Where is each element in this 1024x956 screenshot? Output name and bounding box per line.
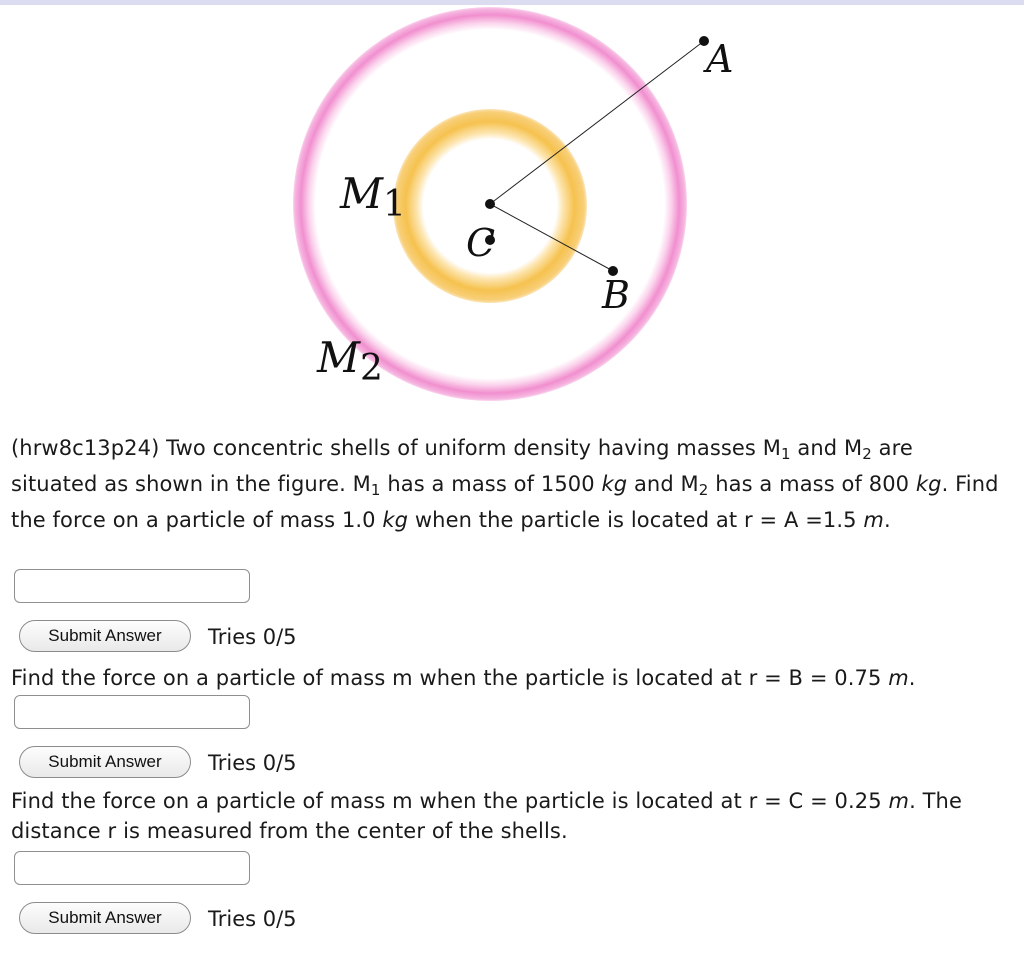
m1-letter: M <box>340 169 384 218</box>
submit-answer-button-2[interactable]: Submit Answer <box>19 746 191 778</box>
subscript: 2 <box>862 445 872 463</box>
unit: m <box>863 508 884 532</box>
text-span: . <box>908 666 916 690</box>
subscript: 2 <box>698 481 709 499</box>
m2-subscript: 2 <box>360 348 383 389</box>
text-span: and M <box>790 436 863 460</box>
concentric-shells-figure <box>0 0 1024 410</box>
text-span: has a mass of 800 <box>708 472 916 496</box>
text-span: are situated as shown in the figure. M <box>11 436 913 496</box>
point-c-label: C <box>466 221 496 265</box>
problem-part-3-text <box>11 786 1001 846</box>
submit-answer-button-3[interactable]: Submit Answer <box>19 902 191 934</box>
text-span: . Find the force on a particle of mass 1.0 <box>11 472 999 532</box>
unit: kg <box>382 508 409 532</box>
figure-canvas <box>0 0 1024 410</box>
text-span: (hrw8c13p24) Two concentric shells of uniform density having masses M <box>11 436 781 460</box>
text-span: has a mass of 1500 <box>380 472 602 496</box>
answer-input-3[interactable] <box>14 851 250 885</box>
text-span: and M <box>627 472 699 496</box>
unit: m <box>888 789 910 813</box>
text-span: . <box>883 508 891 532</box>
answer-input-1[interactable] <box>14 569 250 603</box>
subscript: 1 <box>370 481 381 499</box>
unit: kg <box>915 472 942 496</box>
text-span: when the particle is located at r = A =1.5 <box>408 508 864 532</box>
center-point <box>485 199 495 209</box>
submit-answer-button-1[interactable]: Submit Answer <box>19 620 191 652</box>
problem-part-2-text <box>11 660 1001 696</box>
problem-part-1-text <box>11 430 1001 538</box>
text-span: Find the force on a particle of mass m when the particle is located at r = B = 0.75 <box>11 666 889 690</box>
point-b-label: B <box>602 273 630 317</box>
tries-counter-1: Tries 0/5 <box>208 625 297 649</box>
tries-counter-3: Tries 0/5 <box>208 907 297 931</box>
subscript: 1 <box>780 445 791 463</box>
unit: m <box>888 666 909 690</box>
unit: kg <box>601 472 628 496</box>
m2-letter: M <box>317 333 361 382</box>
m1-subscript: 1 <box>383 184 406 225</box>
text-span: . The distance r is measured from the center of the shells. <box>11 789 962 843</box>
tries-counter-2: Tries 0/5 <box>208 751 297 775</box>
answer-input-2[interactable] <box>14 695 250 729</box>
text-span: Find the force on a particle of mass m when the particle is located at r = C = 0.25 <box>11 789 889 813</box>
point-a-label: A <box>706 37 734 81</box>
